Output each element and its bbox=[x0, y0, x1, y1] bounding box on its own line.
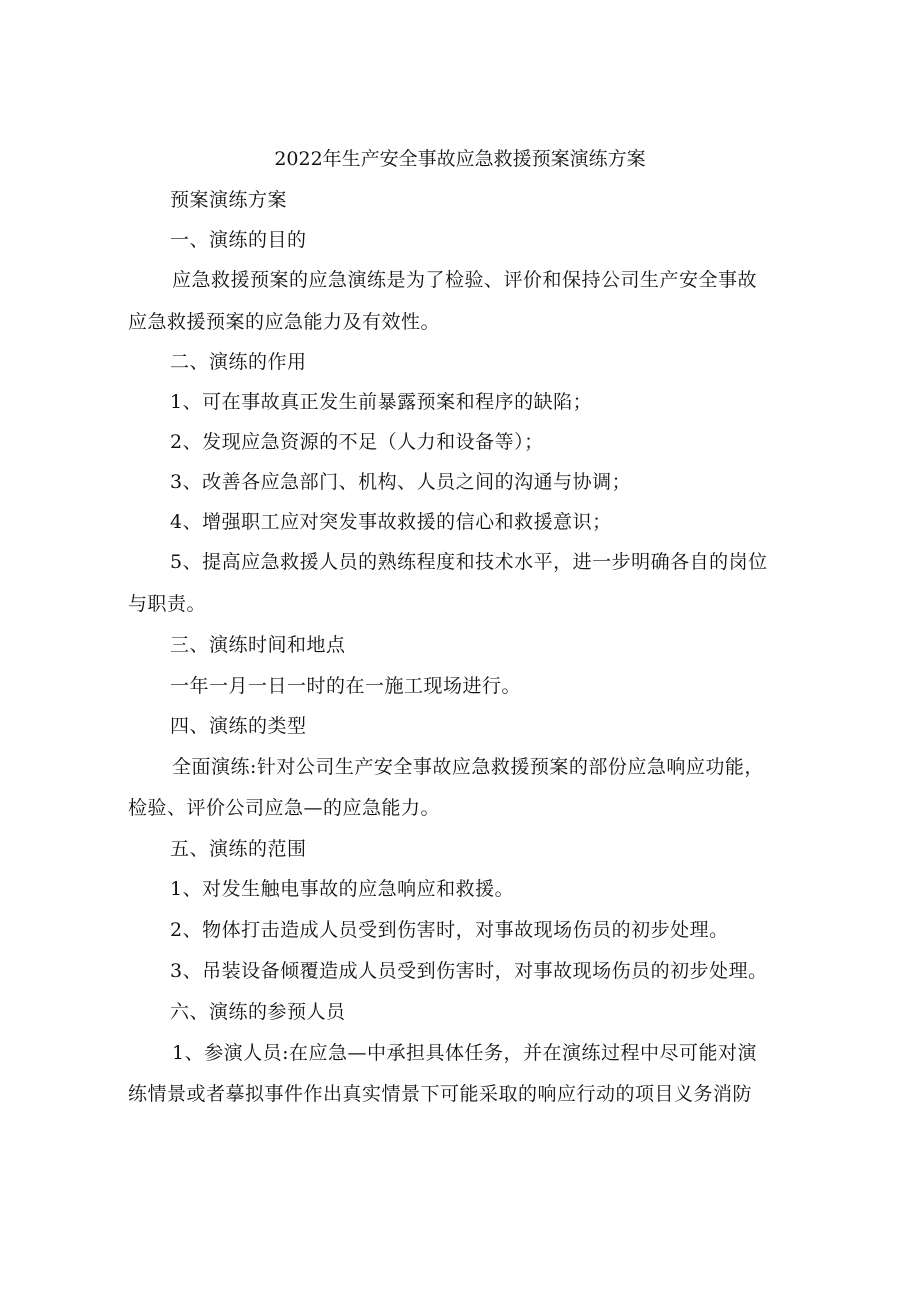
paragraph-type-line-1: 全面演练:针对公司生产安全事故应急救援预案的部份应急响应功能， bbox=[172, 756, 764, 778]
list-item-scope-1: 1、对发生触电事故的应急响应和救援。 bbox=[170, 878, 515, 900]
section-heading-type: 四、演练的类型 bbox=[170, 715, 307, 737]
section-heading-role: 二、演练的作用 bbox=[170, 351, 307, 373]
list-item-role-1: 1、可在事故真正发生前暴露预案和程序的缺陷； bbox=[170, 391, 593, 413]
list-item-role-2: 2、发现应急资源的不足（人力和设备等）； bbox=[170, 431, 544, 453]
paragraph-time-place: 一年一月一日一时的在一施工现场进行。 bbox=[170, 675, 522, 697]
section-heading-time-place: 三、演练时间和地点 bbox=[170, 634, 346, 656]
list-item-scope-2: 2、物体打击造成人员受到伤害时，对事故现场伤员的初步处理。 bbox=[170, 919, 729, 941]
list-item-role-5-line-1: 5、提高应急救援人员的熟练程度和技术水平，进一步明确各自的岗位 bbox=[170, 551, 768, 573]
list-item-role-5-line-2: 与职责。 bbox=[128, 593, 207, 615]
paragraph-purpose-line-2: 应急救援预案的应急能力及有效性。 bbox=[128, 311, 441, 333]
list-item-role-3: 3、改善各应急部门、机构、人员之间的沟通与协调； bbox=[170, 471, 632, 493]
section-heading-participants: 六、演练的参预人员 bbox=[170, 1001, 346, 1023]
list-item-scope-3: 3、吊装设备倾覆造成人员受到伤害时，对事故现场伤员的初步处理。 bbox=[170, 960, 768, 982]
paragraph-participants-line-2: 练情景或者摹拟事件作出真实情景下可能采取的响应行动的项目义务消防 bbox=[128, 1083, 753, 1105]
section-heading-purpose: 一、演练的目的 bbox=[170, 229, 307, 251]
document-title: 2022年生产安全事故应急救援预案演练方案 bbox=[274, 148, 646, 170]
paragraph-type-line-2: 检验、评价公司应急—的应急能力。 bbox=[128, 797, 441, 819]
list-item-role-4: 4、增强职工应对突发事故救援的信心和救援意识； bbox=[170, 511, 612, 533]
paragraph-purpose-line-1: 应急救援预案的应急演练是为了检验、评价和保持公司生产安全事故 bbox=[172, 269, 758, 291]
paragraph-participants-line-1: 1、参演人员:在应急—中承担具体任务，并在演练过程中尽可能对演 bbox=[172, 1042, 757, 1064]
doc-line-plan-heading: 预案演练方案 bbox=[170, 189, 288, 211]
section-heading-scope: 五、演练的范围 bbox=[170, 838, 307, 860]
